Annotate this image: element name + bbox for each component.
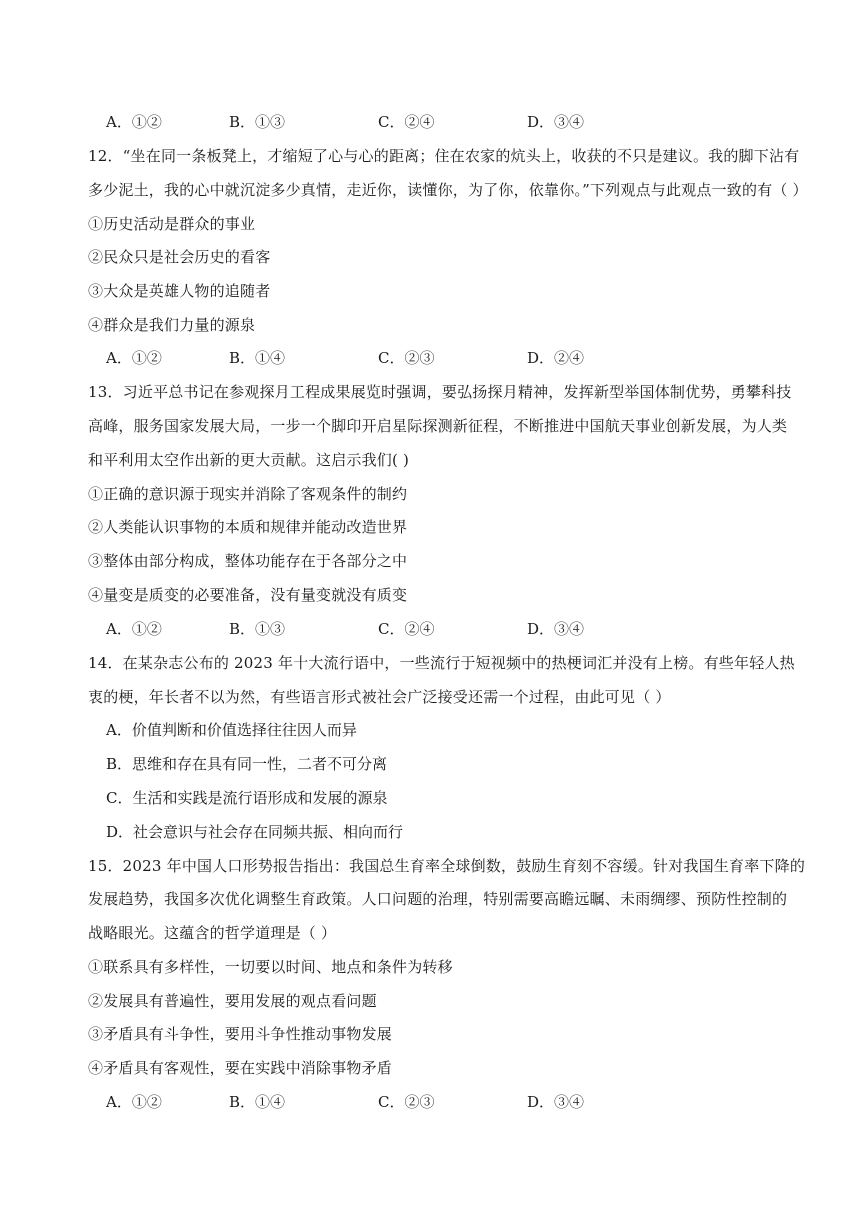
q13-option-c[interactable]: C．②④: [378, 620, 435, 638]
q11-option-c[interactable]: C．②④: [378, 113, 435, 131]
q13-item-4: ④量变是质变的必要准备，没有量变就没有质变: [88, 586, 408, 604]
q12-option-d[interactable]: D．②④: [527, 349, 585, 367]
q14-option-a[interactable]: A．价值判断和价值选择往往因人而异: [106, 721, 357, 739]
q15-item-1: ①联系具有多样性，一切要以时间、地点和条件为转移: [88, 958, 453, 976]
q15-stem-line-3: 战略眼光。这蕴含的哲学道理是（ ）: [88, 924, 337, 942]
q12-item-2: ②民众只是社会历史的看客: [88, 248, 271, 266]
q13-option-a[interactable]: A．①②: [106, 620, 162, 638]
q13-option-d[interactable]: D．③④: [527, 620, 585, 638]
q12-stem-line-1: 12．“坐在同一条板凳上，才缩短了心与心的距离；住在农家的炕头上，收获的不只是建议。我的脚下沾有: [88, 147, 800, 165]
q13-item-1: ①正确的意识源于现实并消除了客观条件的制约: [88, 485, 408, 503]
q15-stem-line-1: 15．2023 年中国人口形势报告指出：我国总生育率全球倒数，鼓励生育刻不容缓。针对我国生育率下降的: [88, 857, 806, 875]
q13-options: [106, 618, 806, 640]
q11-options: [106, 111, 806, 133]
q11-option-b[interactable]: B．①③: [229, 113, 286, 131]
q11-option-a[interactable]: A．①②: [106, 113, 162, 131]
q15-options: [106, 1091, 806, 1113]
q15-item-3: ③矛盾具有斗争性，要用斗争性推动事物发展: [88, 1025, 393, 1043]
q14-stem-line-2: 衷的梗，年长者不以为然，有些语言形式被社会广泛接受还需一个过程，由此可见（ ）: [88, 688, 671, 706]
q15-option-c[interactable]: C．②③: [378, 1093, 435, 1111]
q12-option-a[interactable]: A．①②: [106, 349, 162, 367]
q13-stem-line-2: 高峰，服务国家发展大局，一步一个脚印开启星际探测新征程，不断推进中国航天事业创新发展，为人类: [88, 417, 788, 435]
q12-option-c[interactable]: C．②③: [378, 349, 435, 367]
q15-option-d[interactable]: D．③④: [527, 1093, 585, 1111]
q14-stem-line-1: 14．在某杂志公布的 2023 年十大流行语中，一些流行于短视频中的热梗词汇并没有上榜。有些年轻人热: [88, 654, 795, 672]
q12-stem-line-2: 多少泥土，我的心中就沉淀多少真情，走近你，读懂你，为了你，依靠你。”下列观点与此观点一致的有（ ）: [88, 181, 808, 199]
q15-stem-line-2: 发展趋势，我国多次优化调整生育政策。人口问题的治理，特别需要高瞻远瞩、未雨绸缪、预防性控制的: [88, 890, 788, 908]
q12-option-b[interactable]: B．①④: [229, 349, 286, 367]
q15-item-2: ②发展具有普遍性，要用发展的观点看问题: [88, 992, 377, 1010]
q14-option-c[interactable]: C．生活和实践是流行语形成和发展的源泉: [106, 789, 388, 807]
q12-item-4: ④群众是我们力量的源泉: [88, 316, 256, 334]
q14-option-d[interactable]: D．社会意识与社会存在同频共振、相向而行: [106, 823, 404, 841]
q13-item-3: ③整体由部分构成，整体功能存在于各部分之中: [88, 552, 408, 570]
q13-stem-line-3: 和平利用太空作出新的更大贡献。这启示我们( ): [88, 451, 410, 469]
q13-option-b[interactable]: B．①③: [229, 620, 286, 638]
q15-item-4: ④矛盾具有客观性，要在实践中消除事物矛盾: [88, 1059, 393, 1077]
q11-option-d[interactable]: D．③④: [527, 113, 585, 131]
q14-option-b[interactable]: B．思维和存在具有同一性，二者不可分离: [106, 755, 388, 773]
q12-options: [106, 347, 806, 369]
q13-item-2: ②人类能认识事物的本质和规律并能动改造世界: [88, 518, 408, 536]
q15-option-b[interactable]: B．①④: [229, 1093, 286, 1111]
q15-option-a[interactable]: A．①②: [106, 1093, 162, 1111]
q13-stem-line-1: 13．习近平总书记在参观探月工程成果展览时强调，要弘扬探月精神，发挥新型举国体制优势，勇攀科技: [88, 383, 792, 401]
q12-item-3: ③大众是英雄人物的追随者: [88, 282, 271, 300]
q12-item-1: ①历史活动是群众的事业: [88, 215, 256, 233]
